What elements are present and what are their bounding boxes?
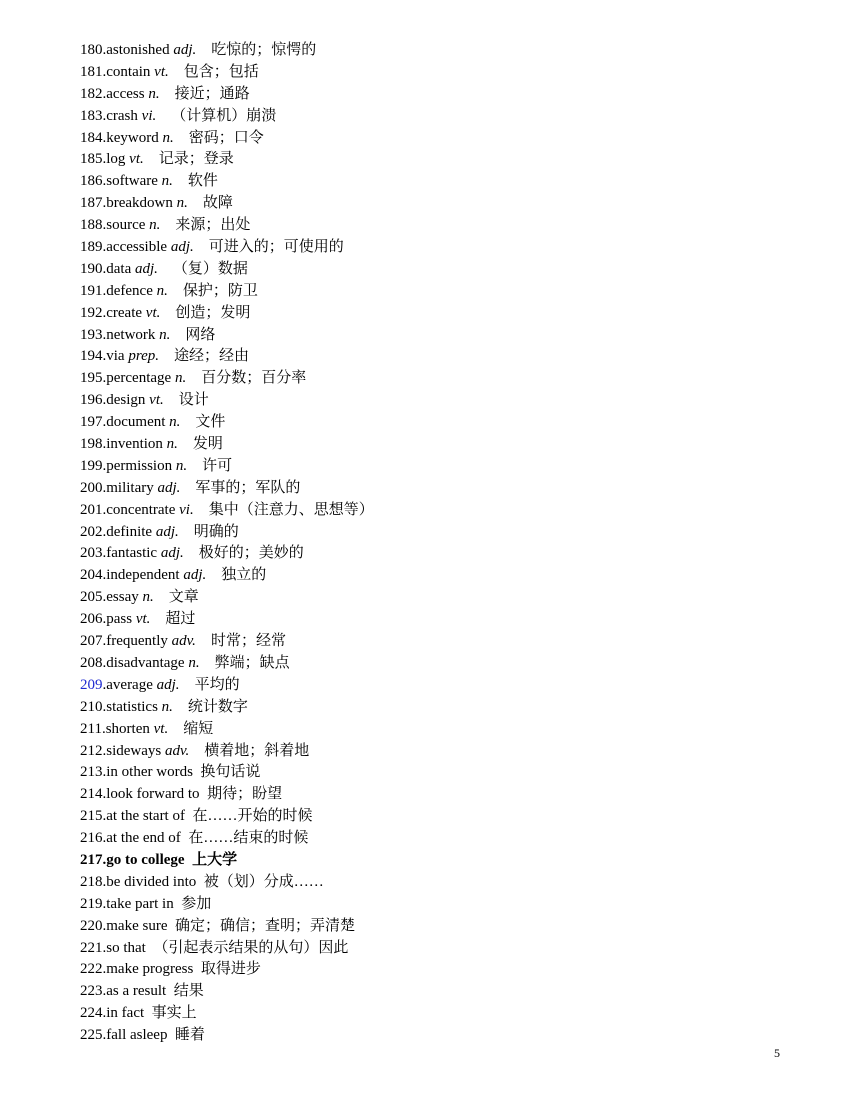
entry-word: go to college <box>106 851 185 868</box>
entry-word: contain <box>106 63 151 80</box>
entry-meaning: 睡着 <box>174 1027 205 1044</box>
vocabulary-entry: 198.invention n. 发明 <box>80 436 223 453</box>
entry-word: look forward to <box>106 786 200 803</box>
entry-word: military <box>106 479 154 496</box>
entry-number: 183 <box>80 107 103 124</box>
vocabulary-entry: 183.crash vi. （计算机）崩溃 <box>80 107 277 124</box>
entry-part-of-speech: n. <box>161 698 173 715</box>
entry-meaning: 故障 <box>202 195 233 212</box>
entry-meaning: 期待；盼望 <box>207 786 283 803</box>
entry-word: sideways <box>106 742 162 759</box>
vocabulary-entry: 221.so that （引起表示结果的从句）因此 <box>80 939 349 956</box>
entry-number: 207 <box>80 633 103 650</box>
entry-meaning: 文件 <box>195 414 226 431</box>
entry-part-of-speech: vt. <box>149 392 164 409</box>
entry-word: permission <box>106 457 173 474</box>
vocabulary-entry: 195.percentage n. 百分数；百分率 <box>80 370 307 387</box>
entry-meaning: （计算机）崩溃 <box>171 107 277 124</box>
entry-meaning: 创造；发明 <box>175 304 251 321</box>
entry-meaning: 发明 <box>192 436 223 453</box>
entry-meaning: 取得进步 <box>200 961 261 978</box>
entry-meaning: 明确的 <box>193 523 239 540</box>
entry-word: fantastic <box>106 545 158 562</box>
entry-number: 201 <box>80 501 103 518</box>
entry-word: so that <box>106 939 146 956</box>
entry-meaning: 参加 <box>181 895 212 912</box>
entry-part-of-speech: n. <box>149 217 161 234</box>
entry-word: astonished <box>106 42 170 58</box>
entry-word: percentage <box>106 370 172 387</box>
entry-word: as a result <box>106 983 167 1000</box>
entry-number: 185 <box>80 151 103 168</box>
entry-number: 219 <box>80 895 103 912</box>
entry-word: in fact <box>106 1005 145 1022</box>
entry-meaning: 接近；通路 <box>174 85 250 102</box>
entry-part-of-speech: n. <box>166 436 178 453</box>
entry-word: breakdown <box>106 195 173 212</box>
entry-part-of-speech: vt. <box>135 611 151 628</box>
entry-part-of-speech: adj. <box>170 239 194 256</box>
entry-word: fall asleep <box>106 1027 168 1044</box>
entry-part-of-speech: n. <box>142 589 154 606</box>
vocabulary-entry: 219.take part in 参加 <box>80 895 212 912</box>
entry-word: in other words <box>106 764 193 781</box>
vocabulary-entry: 182.access n. 接近；通路 <box>80 85 250 102</box>
vocabulary-entry: 197.document n. 文件 <box>80 414 226 431</box>
entry-part-of-speech: vt. <box>145 304 161 321</box>
entry-number: 203 <box>80 545 103 562</box>
entry-number: 210 <box>80 698 103 715</box>
vocabulary-entry: 217.go to college 上大学 <box>80 851 238 868</box>
entry-meaning: 缩短 <box>183 720 214 737</box>
entry-number: 214 <box>80 786 103 803</box>
entry-word: invention <box>106 436 163 453</box>
entry-number: 208 <box>80 654 103 671</box>
entry-part-of-speech: n. <box>148 85 160 102</box>
vocabulary-entry: 202.definite adj. 明确的 <box>80 523 239 540</box>
entry-number: 191 <box>80 282 103 299</box>
entry-word: create <box>106 304 143 321</box>
entry-word: data <box>106 260 132 277</box>
entry-word: keyword <box>106 129 159 146</box>
entry-number: 189 <box>80 239 103 256</box>
entry-number: 220 <box>80 917 103 934</box>
entry-meaning: 平均的 <box>194 676 240 693</box>
vocabulary-entry: 210.statistics n. 统计数字 <box>80 698 248 715</box>
entry-part-of-speech: adj. <box>160 545 184 562</box>
entry-meaning: 设计 <box>178 392 209 409</box>
vocabulary-entry: 203.fantastic adj. 极好的；美妙的 <box>80 545 304 562</box>
entry-number: 181 <box>80 63 103 80</box>
entry-part-of-speech: adj. <box>156 676 180 693</box>
vocabulary-entry: 223.as a result 结果 <box>80 983 204 1000</box>
entry-number: 218 <box>80 873 103 890</box>
entry-number: 180 <box>80 42 103 58</box>
entry-part-of-speech: n. <box>175 457 188 474</box>
vocabulary-entry: 189.accessible adj. 可进入的；可使用的 <box>80 239 344 256</box>
entry-part-of-speech: adj. <box>155 523 179 540</box>
entry-number: 211 <box>80 720 102 737</box>
entry-word: software <box>106 173 158 190</box>
entry-number: 182 <box>80 85 103 102</box>
entry-part-of-speech: vt. <box>154 63 169 80</box>
vocabulary-entry: 187.breakdown n. 故障 <box>80 195 233 212</box>
entry-word: crash <box>106 107 138 124</box>
entry-part-of-speech: n. <box>159 326 171 343</box>
entry-number: 187 <box>80 195 103 212</box>
entry-word: average <box>106 676 153 693</box>
entry-meaning: 事实上 <box>151 1005 197 1022</box>
entry-part-of-speech: n. <box>156 282 168 299</box>
vocabulary-entry: 206.pass vt. 超过 <box>80 611 196 628</box>
entry-word: access <box>106 85 145 102</box>
vocabulary-entry: 220.make sure 确定；确信；查明；弄清楚 <box>80 917 355 934</box>
entry-word: statistics <box>106 698 158 715</box>
entry-meaning: 弊端；缺点 <box>214 654 290 671</box>
entry-word: make sure <box>106 917 168 934</box>
vocabulary-entry: 213.in other words 换句话说 <box>80 764 261 781</box>
vocabulary-entry: 191.defence n. 保护；防卫 <box>80 282 258 299</box>
entry-word: document <box>106 414 166 431</box>
entry-number: 188 <box>80 217 103 234</box>
vocabulary-entry: 200.military adj. 军事的；军队的 <box>80 479 301 496</box>
entry-number: 222 <box>80 961 103 978</box>
entry-number: 199 <box>80 457 103 474</box>
vocabulary-entry: 224.in fact 事实上 <box>80 1005 197 1022</box>
vocabulary-entry: 190.data adj. （复）数据 <box>80 260 248 277</box>
vocabulary-entry: 194.via prep. 途经；经由 <box>80 348 250 365</box>
entry-number: 196 <box>80 392 103 409</box>
entry-part-of-speech: n. <box>176 195 188 212</box>
entry-meaning: （复）数据 <box>172 260 248 277</box>
entry-meaning: 独立的 <box>221 567 267 584</box>
entry-part-of-speech: vt. <box>129 151 144 168</box>
entry-part-of-speech: adj. <box>134 260 158 277</box>
entry-meaning: 网络 <box>185 326 216 343</box>
entry-word: via <box>106 348 125 365</box>
entry-meaning: 换句话说 <box>200 764 261 781</box>
entry-meaning: 包含；包括 <box>183 63 259 80</box>
vocabulary-entry: 204.independent adj. 独立的 <box>80 567 267 584</box>
entry-number: 223 <box>80 983 103 1000</box>
entry-word: make progress <box>106 961 194 978</box>
entry-word: frequently <box>106 633 168 650</box>
entry-number: 200 <box>80 479 103 496</box>
vocabulary-entry: 196.design vt. 设计 <box>80 392 209 409</box>
entry-number: 221 <box>80 939 103 956</box>
entry-word: network <box>106 326 156 343</box>
entry-meaning: 结果 <box>173 983 204 1000</box>
vocabulary-entry: 180.astonished adj. 吃惊的；惊愕的 <box>80 42 317 58</box>
vocabulary-entry: 207.frequently adv. 时常；经常 <box>80 633 286 650</box>
entry-part-of-speech: vi. <box>141 107 157 124</box>
entry-meaning: 在……结束的时候 <box>188 830 309 847</box>
vocabulary-entry: 211.shorten vt. 缩短 <box>80 720 214 737</box>
entry-number: 212 <box>80 742 103 759</box>
entry-part-of-speech: n. <box>188 654 200 671</box>
entry-meaning: 文章 <box>168 589 199 606</box>
entry-word: design <box>106 392 146 409</box>
entry-word: pass <box>106 611 133 628</box>
vocabulary-entry: 205.essay n. 文章 <box>80 589 199 606</box>
vocabulary-entry: 188.source n. 来源；出处 <box>80 217 251 234</box>
vocabulary-entry: 185.log vt. 记录；登录 <box>80 151 234 168</box>
vocabulary-list <box>80 40 374 1047</box>
entry-meaning: 软件 <box>187 173 218 190</box>
entry-meaning: 集中（注意力、思想等） <box>208 501 374 518</box>
vocabulary-entry: 209.average adj. 平均的 <box>80 676 240 693</box>
entry-number: 198 <box>80 436 103 453</box>
entry-word: essay <box>106 589 139 606</box>
entry-word: definite <box>106 523 153 540</box>
entry-word: be divided into <box>106 873 197 890</box>
vocabulary-entry: 222.make progress 取得进步 <box>80 961 261 978</box>
entry-number: 194 <box>80 348 103 365</box>
entry-number: 217 <box>80 851 103 868</box>
entry-part-of-speech: adj. <box>173 42 197 58</box>
entry-part-of-speech: vi. <box>179 501 194 518</box>
entry-meaning: （引起表示结果的从句）因此 <box>153 939 349 956</box>
entry-word: shorten <box>105 720 150 737</box>
entry-meaning: 记录；登录 <box>158 151 234 168</box>
entry-part-of-speech: adj. <box>183 567 207 584</box>
entry-word: log <box>106 151 126 168</box>
entry-meaning: 军事的；军队的 <box>195 479 301 496</box>
entry-number: 205 <box>80 589 103 606</box>
vocabulary-entry: 181.contain vt. 包含；包括 <box>80 63 259 80</box>
entry-meaning: 百分数；百分率 <box>201 370 307 387</box>
vocabulary-entry: 216.at the end of 在……结束的时候 <box>80 830 309 847</box>
entry-word: take part in <box>106 895 174 912</box>
entry-meaning: 保护；防卫 <box>182 282 258 299</box>
entry-meaning: 吃惊的；惊愕的 <box>211 42 317 58</box>
entry-part-of-speech: n. <box>174 370 187 387</box>
entry-number: 190 <box>80 260 103 277</box>
entry-word: independent <box>106 567 180 584</box>
entry-number: 215 <box>80 808 103 825</box>
page-number: 5 <box>774 1046 780 1060</box>
entry-number: 209 <box>80 676 103 693</box>
entry-meaning: 密码；口令 <box>188 129 264 146</box>
entry-word: concentrate <box>106 501 176 518</box>
vocabulary-entry: 199.permission n. 许可 <box>80 457 233 474</box>
entry-word: defence <box>106 282 153 299</box>
vocabulary-entry: 225.fall asleep 睡着 <box>80 1027 205 1044</box>
entry-number: 204 <box>80 567 103 584</box>
entry-word: at the end of <box>106 830 181 847</box>
vocabulary-entry: 192.create vt. 创造；发明 <box>80 304 251 321</box>
entry-word: disadvantage <box>106 654 185 671</box>
vocabulary-entry: 193.network n. 网络 <box>80 326 216 343</box>
vocabulary-entry: 208.disadvantage n. 弊端；缺点 <box>80 654 290 671</box>
entry-number: 224 <box>80 1005 103 1022</box>
entry-number: 195 <box>80 370 103 387</box>
entry-word: accessible <box>106 239 168 256</box>
entry-number: 216 <box>80 830 103 847</box>
entry-word: at the start of <box>106 808 185 825</box>
entry-meaning: 许可 <box>202 457 233 474</box>
vocabulary-entry: 186.software n. 软件 <box>80 173 218 190</box>
entry-number: 213 <box>80 764 103 781</box>
entry-part-of-speech: n. <box>161 173 173 190</box>
entry-meaning: 上大学 <box>192 851 238 868</box>
entry-meaning: 时常；经常 <box>210 633 286 650</box>
entry-meaning: 可进入的；可使用的 <box>208 239 344 256</box>
entry-part-of-speech: prep. <box>128 348 160 365</box>
entry-part-of-speech: n. <box>162 129 174 146</box>
entry-number: 193 <box>80 326 103 343</box>
vocabulary-entry: 214.look forward to 期待；盼望 <box>80 786 283 803</box>
entry-meaning: 横着地；斜着地 <box>204 742 310 759</box>
vocabulary-entry: 184.keyword n. 密码；口令 <box>80 129 264 146</box>
vocabulary-entry: 218.be divided into 被（划）分成…… <box>80 873 324 890</box>
entry-meaning: 确定；确信；查明；弄清楚 <box>174 917 355 934</box>
entry-part-of-speech: vt. <box>153 720 169 737</box>
entry-number: 197 <box>80 414 103 431</box>
entry-part-of-speech: adv. <box>171 633 196 650</box>
entry-meaning: 被（划）分成…… <box>203 873 324 890</box>
entry-number: 206 <box>80 611 103 628</box>
entry-number: 192 <box>80 304 103 321</box>
vocabulary-entry: 212.sideways adv. 横着地；斜着地 <box>80 742 310 759</box>
entry-meaning: 来源；出处 <box>175 217 251 234</box>
entry-meaning: 极好的；美妙的 <box>198 545 304 562</box>
entry-part-of-speech: adj. <box>157 479 181 496</box>
entry-part-of-speech: n. <box>169 414 181 431</box>
entry-meaning: 途经；经由 <box>174 348 250 365</box>
entry-number: 184 <box>80 129 103 146</box>
vocabulary-entry: 201.concentrate vi. 集中（注意力、思想等） <box>80 501 374 518</box>
entry-part-of-speech: adv. <box>165 742 190 759</box>
entry-word: source <box>106 217 146 234</box>
vocabulary-entry: 215.at the start of 在……开始的时候 <box>80 808 313 825</box>
entry-meaning: 统计数字 <box>187 698 248 715</box>
entry-number: 225 <box>80 1027 103 1044</box>
entry-number: 202 <box>80 523 103 540</box>
entry-number: 186 <box>80 173 103 190</box>
entry-meaning: 超过 <box>165 611 196 628</box>
entry-meaning: 在……开始的时候 <box>192 808 313 825</box>
